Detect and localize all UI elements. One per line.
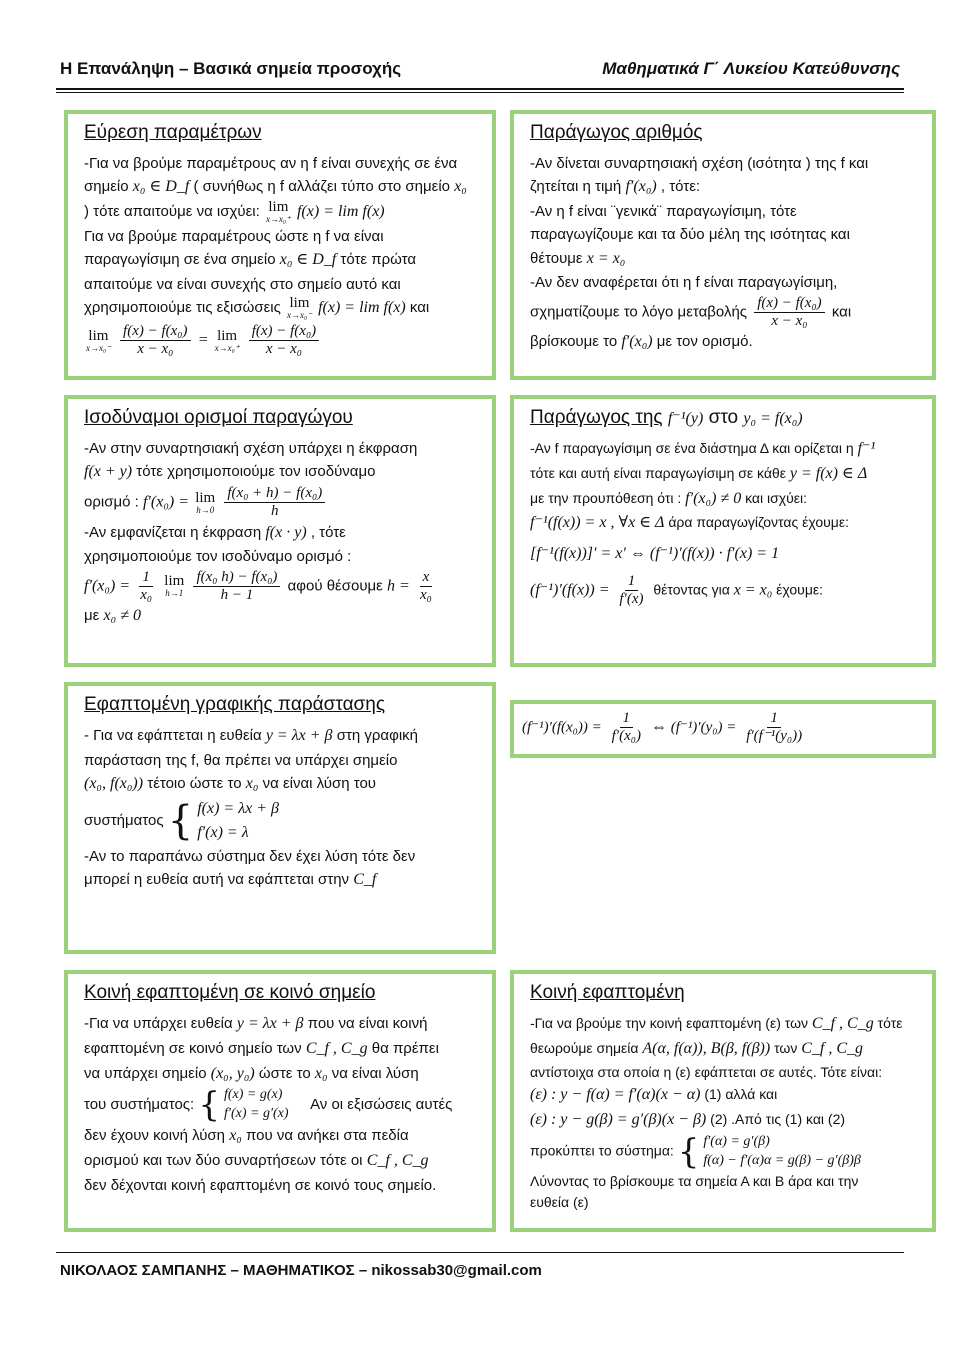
text-line <box>84 724 482 749</box>
math-continuity-eq: f(x) = lim f(x) <box>296 203 385 221</box>
math-f-x-plus-y: f(x + y) <box>84 463 133 481</box>
box-common-tangent-title: Κοινή εφαπτομένη <box>530 982 685 1003</box>
text-line: -Αν δίνεται συναρτησιακή σχέση (ισότητα ) της f και <box>530 155 869 172</box>
math-points-A-B: Α(α, f(α)), Β(β, f(β)) <box>642 1039 771 1057</box>
text-line <box>530 487 922 512</box>
math-fprime-x0: f′(x₀) <box>621 333 653 351</box>
text-line: ευθεία (ε) <box>530 1194 589 1211</box>
equation-system <box>678 1133 861 1171</box>
system-rows <box>703 1133 861 1171</box>
system-rows <box>224 1086 289 1124</box>
box-inverse-derivative <box>510 395 936 667</box>
system-eq-1: f′(α) = g′(β) <box>703 1133 770 1149</box>
fraction <box>417 569 435 605</box>
math-finv-y: f⁻¹(y) <box>667 410 704 427</box>
text: να υπάρχει σημείο <box>84 1064 207 1082</box>
system-rows <box>197 797 279 845</box>
system-line <box>530 1133 922 1171</box>
text-line <box>530 330 922 355</box>
math-f-x-times-y: f(x · y) <box>265 523 307 541</box>
fraction <box>609 710 644 746</box>
math-line <box>530 542 922 567</box>
text-line <box>530 462 922 487</box>
math-x0: x₀ <box>229 1127 242 1145</box>
text: , τότε <box>310 523 346 541</box>
text: θέτοντας για <box>653 581 730 598</box>
text: Αν οι εξισώσεις αυτές <box>310 1096 453 1114</box>
text-line <box>84 1012 482 1037</box>
text-line <box>84 772 482 797</box>
box-equivalent-definitions-title: Ισοδύναμοι ορισμοί παραγώγου <box>84 407 353 428</box>
lim-operator <box>164 574 184 598</box>
text-line: -Αν στην συναρτησιακή σχέση υπάρχει η έκφραση <box>84 440 418 457</box>
denominator: h − 1 <box>220 586 254 603</box>
definition-line-1 <box>84 485 482 521</box>
text: τέτοιο ώστε το <box>147 775 242 793</box>
lim-operator <box>195 491 215 515</box>
math-x-eq-x0: x = x₀ <box>586 249 626 267</box>
text-line <box>530 1037 922 1062</box>
derivative-eq-line <box>84 323 482 359</box>
math-tangent-1: (ε) : y − f(α) = f′(α)(x − α) <box>530 1086 701 1104</box>
text: με <box>84 607 100 625</box>
text-line: -Αν δεν αναφέρεται ότι η f είναι παραγωγίσιμη, <box>530 274 838 292</box>
text-line: -Αν το παραπάνω σύστημα δεν έχει λύση τότε δεν <box>84 847 416 865</box>
text: του συστήματος: <box>84 1096 195 1114</box>
text: συστήματος <box>84 811 164 829</box>
box-derivative-number <box>510 110 936 380</box>
fraction <box>193 569 280 605</box>
lim-label: lim <box>217 327 238 344</box>
fraction <box>249 323 319 359</box>
denominator: h <box>271 503 279 520</box>
numerator: 1 <box>625 573 639 591</box>
box-equivalent-definitions <box>64 395 496 667</box>
numerator: 1 <box>767 710 781 728</box>
text-line <box>530 175 922 200</box>
equation-system <box>198 1086 288 1124</box>
text: τότε και αυτή είναι παραγωγίσιμη σε κάθε <box>530 464 786 481</box>
math-line-eq: y = λx + β <box>265 727 333 744</box>
math-y-eq-fx: y = f(x) ∈ Δ <box>789 464 868 482</box>
math-Cf-Cg: C_f , C_g <box>366 1151 429 1169</box>
lim-sub: x→x₀⁺ <box>214 342 240 353</box>
text-line <box>530 247 922 272</box>
text: να είναι λύση του <box>262 775 377 793</box>
box-parameters-title: Εύρεση παραμέτρων <box>84 122 262 143</box>
math-point: (x₀, f(x₀)) <box>84 775 144 793</box>
lim-operator <box>215 329 240 353</box>
text: παραγωγίσιμη σε ένα σημείο <box>84 251 276 269</box>
lim-label: lim <box>88 327 109 344</box>
lim-label: lim <box>195 489 216 506</box>
text-line: παραγωγίζουμε και τα δύο μέλη της ισότητας και <box>530 226 850 244</box>
numerator: f(x) − f(x₀) <box>754 295 824 313</box>
numerator: f(x) − f(x₀) <box>120 323 190 341</box>
text: ορισμό : <box>84 493 139 511</box>
text: στη γραφική <box>336 727 419 744</box>
fraction <box>743 710 805 746</box>
fraction <box>137 569 155 605</box>
text-line <box>84 521 482 546</box>
text-line <box>530 1012 922 1037</box>
math-Cf-Cg: C_f , C_g <box>801 1039 864 1057</box>
text-line <box>530 437 922 462</box>
math-chain-rule: [f⁻¹(f(x))]′ = x′ ⇔ (f⁻¹)′(f(x)) · f′(x) = 1 <box>530 545 780 563</box>
lim-sub: x→x₀⁺ <box>265 214 291 225</box>
text-line <box>84 604 482 629</box>
text-line <box>84 175 482 200</box>
text: των <box>774 1039 798 1056</box>
text-line: -Για να βρούμε παραμέτρους αν η f είναι συνεχής σε ένα <box>84 155 458 172</box>
text: άρα παραγωγίζοντας έχουμε: <box>668 514 849 531</box>
text-line <box>84 1124 482 1149</box>
system-eq-1: f(x) = g(x) <box>224 1087 283 1103</box>
header-right-title: Μαθηματικά Γ΄ Λυκείου Κατεύθυνσης <box>602 59 900 78</box>
text: σημείο <box>84 178 129 196</box>
math-inverse-at-y0: (f⁻¹)′(y₀) = <box>670 719 737 736</box>
system-eq-2: f′(x) = g′(x) <box>224 1106 289 1122</box>
text-line: παράσταση της f, θα πρέπει να υπάρχει σημείο <box>84 751 398 769</box>
math-x0: x₀ <box>454 178 467 196</box>
text: -Αν εμφανίζεται η έκφραση <box>84 523 262 541</box>
denominator: x₀ <box>420 586 432 603</box>
text-line <box>530 1108 922 1133</box>
numerator: x <box>420 569 433 587</box>
lim-operator <box>266 200 291 224</box>
lim-label: lim <box>164 573 185 590</box>
text: τότε πρώτα <box>340 251 417 269</box>
text-line: Λύνοντας το βρίσκουμε τα σημεία Α και Β άρα και την <box>530 1172 859 1189</box>
system-eq-1: f(x) = λx + β <box>197 799 280 817</box>
math-x0-neq-0: x₀ ≠ 0 <box>103 607 141 625</box>
text: εφαπτομένη σε κοινό σημείο των <box>84 1039 302 1057</box>
fraction <box>616 573 646 609</box>
text: μπορεί η ευθεία αυτή να εφάπτεται στην <box>84 871 350 889</box>
text: (1) αλλά και <box>704 1086 778 1103</box>
text: τότε χρησιμοποιούμε τον ισοδύναμο <box>136 463 376 481</box>
box-parameters <box>64 110 496 380</box>
denominator: f′(f⁻¹(y₀)) <box>746 728 803 745</box>
math-Cf-Cg: C_f , C_g <box>305 1039 368 1057</box>
text: και <box>409 299 430 317</box>
text: (2) .Από τις (1) και (2) <box>710 1111 846 1128</box>
lim-label: lim <box>268 199 289 216</box>
footer-rule <box>56 1252 904 1253</box>
lim-operator <box>86 329 111 353</box>
math-line <box>522 710 924 746</box>
box-common-tangent-common-point <box>64 970 496 1232</box>
lim-sub: x→x₀⁻ <box>287 310 312 321</box>
math-y0-eq: y₀ = f(x₀) <box>743 410 803 427</box>
numerator: f(x₀ h) − f(x₀) <box>193 569 280 587</box>
title-text: στο <box>708 407 739 428</box>
denominator: x − x₀ <box>265 341 303 358</box>
text-line <box>84 460 482 485</box>
text: θεωρούμε σημεία <box>530 1039 639 1056</box>
text: και ισχύει: <box>745 489 808 506</box>
text: - Για να εφάπτεται η ευθεία <box>84 727 262 744</box>
text-line <box>84 1149 482 1174</box>
text-line <box>84 296 482 321</box>
text-line: απαιτούμε να είναι συνεχής στο σημείο αυτό και <box>84 275 401 293</box>
text-line <box>84 248 482 273</box>
text: ορισμού και των δύο συναρτήσεων τότε οι <box>84 1151 363 1169</box>
system-line <box>84 1086 482 1124</box>
math-inverse-derivative: (f⁻¹)′(f(x)) = <box>530 581 610 599</box>
math-line <box>530 573 922 609</box>
numerator: 1 <box>620 710 634 728</box>
math-fprime-x0: f′(x₀) = <box>142 493 190 511</box>
text: ζητείται η τιμή <box>530 178 622 196</box>
definition-line-2 <box>84 569 482 605</box>
math-x0: x₀ <box>245 775 259 793</box>
text: -Για να βρούμε την κοινή εφαπτομένη (ε) των <box>530 1015 809 1031</box>
text-line: δεν δέχονται κοινή εφαπτομένη σε κοινό τους σημείο. <box>84 1176 437 1194</box>
math-fprime-x0: f′(x₀) = <box>84 577 131 595</box>
header-left-title: Η Επανάληψη – Βασικά σημεία προσοχής <box>60 59 402 78</box>
math-finv: f⁻¹ <box>857 440 876 457</box>
math-x0: x₀ <box>314 1064 328 1082</box>
numerator: f(x₀ + h) − f(x₀) <box>224 485 325 503</box>
text: και <box>831 303 852 321</box>
text: σχηματίζουμε το λόγο μεταβολής <box>530 303 748 321</box>
text: έχουμε: <box>776 581 824 598</box>
brace: { <box>198 1085 220 1126</box>
box-derivative-number-title: Παράγωγος αριθμός <box>530 122 703 143</box>
text: -Για να υπάρχει ευθεία <box>84 1015 233 1032</box>
text: προκύπτει το σύστημα: <box>530 1142 674 1159</box>
box-inverse-derivative-title <box>530 407 922 429</box>
math-continuity-eq: f(x) = lim f(x) <box>318 299 406 317</box>
denominator: x₀ <box>140 586 153 603</box>
box-tangent-line <box>64 682 496 954</box>
footer-author: ΝΙΚΟΛΑΟΣ ΣΑΜΠΑΝΗΣ – ΜΑΘΗΜΑΤΙΚΟΣ – nikossab30@gmail.com <box>60 1262 542 1279</box>
text: δεν έχουν κοινή λύση <box>84 1127 226 1145</box>
lim-sub: h→0 <box>196 504 215 515</box>
math-Cf: C_f <box>353 871 377 889</box>
math-x0-in-Df: x₀ ∈ D_f <box>279 251 337 269</box>
text-line <box>84 1037 482 1062</box>
math-tangent-2: (ε) : y − g(β) = g′(β)(x − β) <box>530 1111 707 1129</box>
text: ( συνήθως η f αλλάζει τύπο στο σημείο <box>193 178 451 196</box>
lim-label: lim <box>289 295 310 312</box>
system-eq-2: f(α) − f′(α)α = g(β) − g′(β)β <box>703 1152 861 1168</box>
math-fprime-neq-0: f′(x₀) ≠ 0 <box>685 489 742 507</box>
brace: { <box>167 797 194 844</box>
text: τότε <box>877 1015 903 1031</box>
header-rule-thin <box>56 92 904 93</box>
text: αφού θέσουμε <box>287 577 383 595</box>
text: θα πρέπει <box>371 1039 439 1057</box>
fraction <box>754 295 824 331</box>
math-inverse-identity: f⁻¹(f(x)) = x , ∀x ∈ Δ <box>530 514 665 532</box>
lim-sub: x→x₀⁻ <box>86 342 111 353</box>
numerator: f(x) − f(x₀) <box>249 323 319 341</box>
equation-system <box>168 797 279 845</box>
text-line <box>84 1062 482 1087</box>
text-line <box>530 1083 922 1108</box>
text: με την προυπόθεση ότι : <box>530 489 682 506</box>
text: ώστε το <box>258 1064 311 1082</box>
text-line: -Αν η f είναι ¨γενικά¨ παραγωγίσιμη, τότε <box>530 203 797 221</box>
math-x-eq-x0: x = x₀ <box>733 581 773 599</box>
brace: { <box>677 1131 700 1172</box>
text-line <box>530 295 922 331</box>
text-line: αντίστοιχα στα οποία η (ε) εφάπτεται σε αυτές. Τότε είναι: <box>530 1063 883 1080</box>
text: θέτουμε <box>530 249 583 267</box>
header-rule <box>56 88 904 90</box>
lim-operator <box>287 296 312 320</box>
text: να είναι λύση <box>331 1064 419 1082</box>
text-line <box>84 200 482 225</box>
text: βρίσκουμε το <box>530 333 618 351</box>
math-x0-in-Df: x₀ ∈ D_f <box>132 178 190 196</box>
box-tangent-line-title: Εφαπτομένη γραφικής παράστασης <box>84 694 386 715</box>
box-inverse-formula <box>510 700 936 758</box>
iff-symbol: ⇔ <box>650 718 667 736</box>
text-line <box>530 511 922 536</box>
fraction <box>120 323 190 359</box>
text: με τον ορισμό. <box>656 333 753 351</box>
math-point: (x₀, y₀) <box>210 1064 255 1082</box>
denominator: x − x₀ <box>771 312 808 329</box>
text: χρησιμοποιούμε τις εξισώσεις <box>84 299 281 317</box>
box-common-tangent <box>510 970 936 1232</box>
text: -Αν f παραγωγίσιμη σε ένα διάστημα Δ και ορίζεται η <box>530 440 854 456</box>
system-eq-2: f′(x) = λ <box>197 823 249 841</box>
denominator: f′(x₀) <box>611 728 641 745</box>
math-inverse-at-fx0: (f⁻¹)′(f(x₀)) = <box>522 719 602 736</box>
system-line <box>84 797 482 845</box>
text-line: χρησιμοποιούμε τον ισοδύναμο ορισμό : <box>84 548 352 566</box>
text: , τότε: <box>660 178 701 196</box>
title-text: Παράγωγος της <box>530 407 663 428</box>
text: ) τότε απαιτούμε να ισχύει: <box>84 203 260 221</box>
math-line-eq: y = λx + β <box>236 1015 304 1032</box>
box-common-tangent-common-point-title: Κοινή εφαπτομένη σε κοινό σημείο <box>84 982 376 1003</box>
lim-sub: h→1 <box>165 588 184 599</box>
text-line: Για να βρούμε παραμέτρους ώστε η f να είναι <box>84 227 384 245</box>
math-h-eq: h = <box>387 577 410 595</box>
fraction <box>224 485 325 521</box>
denominator: f′(x) <box>619 591 644 608</box>
text: που να ανήκει στα πεδία <box>246 1127 409 1145</box>
math-Cf-Cg: C_f , C_g <box>811 1015 874 1032</box>
equals-sign: = <box>197 331 209 349</box>
text-line <box>84 868 482 893</box>
denominator: x − x₀ <box>137 341 174 358</box>
numerator: 1 <box>139 569 153 587</box>
text: που να είναι κοινή <box>307 1015 428 1032</box>
math-fprime-x0: f′(x₀) <box>625 178 657 196</box>
